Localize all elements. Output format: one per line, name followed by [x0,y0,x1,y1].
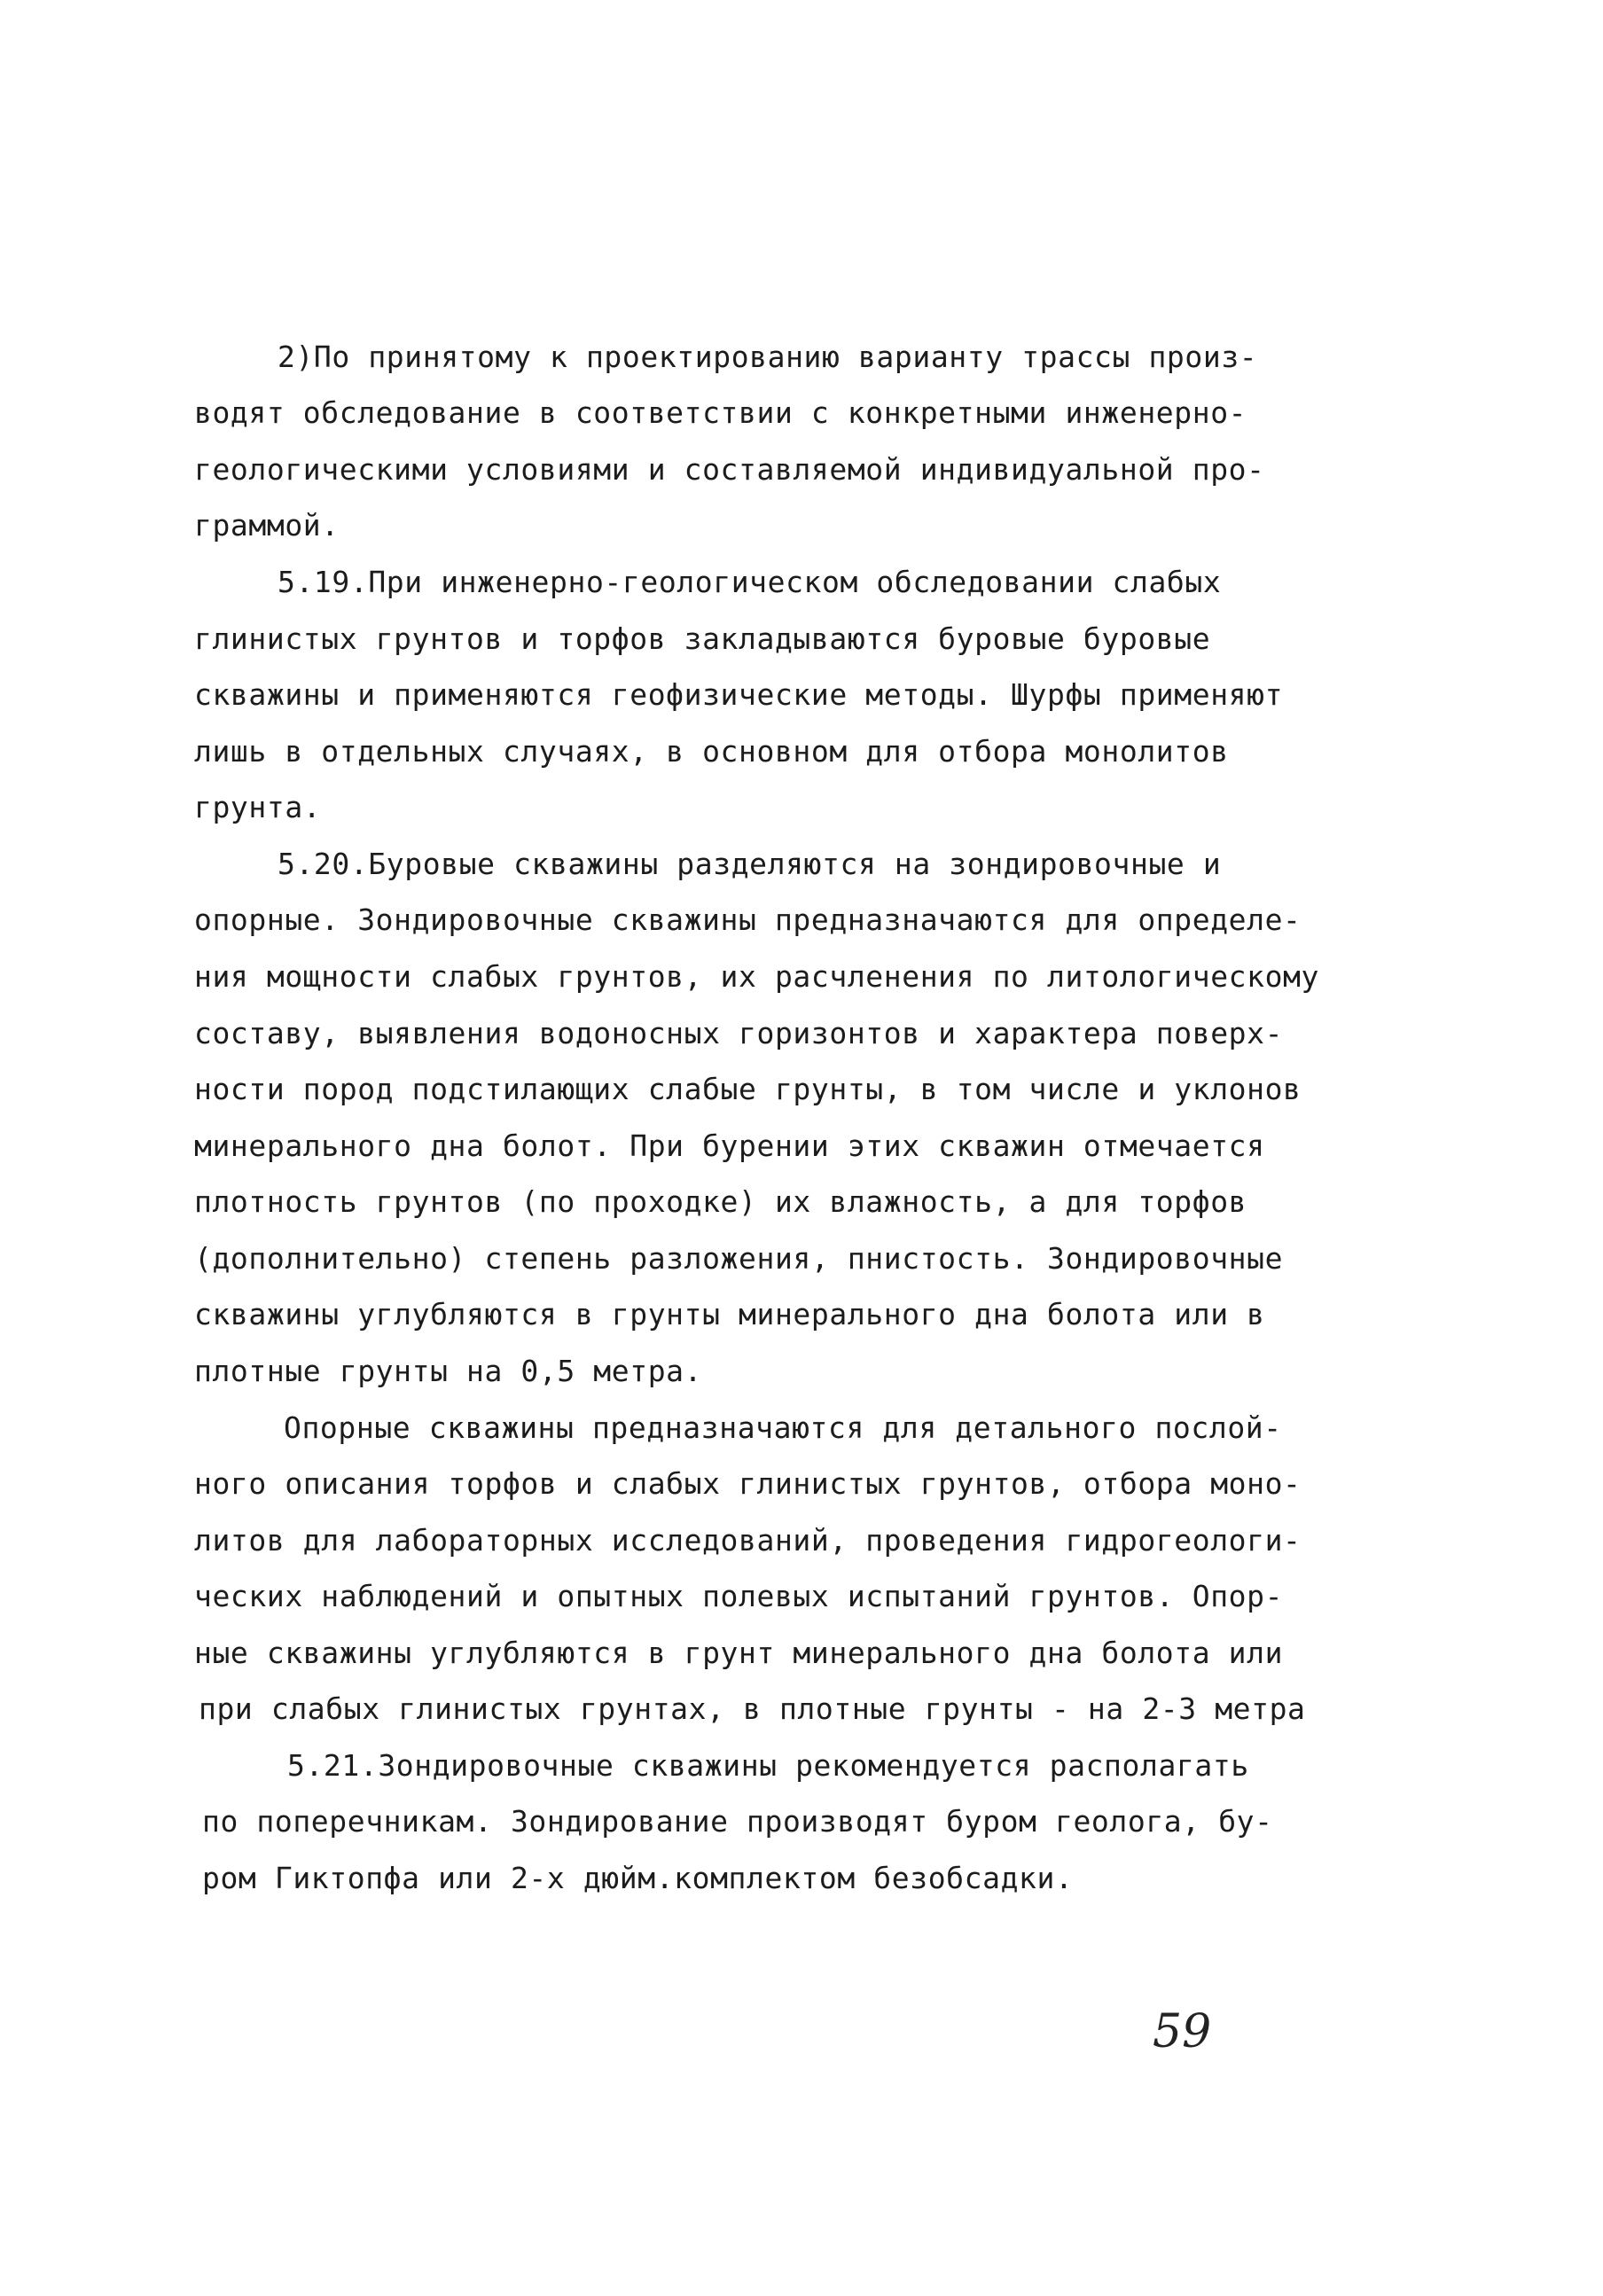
text-line: ния мощности слабых грунтов, их расчленения по литологическому [194,959,1319,994]
text-line: лишь в отдельных случаях, в основном для отбора монолитов [194,734,1229,769]
text-line: ром Гиктопфа или 2-х дюйм.комплектом безобсадки. [202,1861,1074,1895]
text-line: минерального дна болот. При бурении этих скважин отмечается [194,1128,1265,1163]
text-line: Опорные скважины предназначаются для детального послой- [284,1410,1282,1445]
text-line: ного описания торфов и слабых глинистых грунтов, отбора моно- [194,1466,1302,1501]
text-line: ные скважины углубляются в грунт минерального дна болота или [194,1636,1284,1670]
text-line: 5.19.При инженерно-геологическом обследовании слабых [278,565,1222,599]
page-number: 59 [1153,2005,1212,2058]
text-line: плотные грунты на 0,5 метра. [194,1354,703,1388]
text-line: 2)По принятому к проектированию варианту трассы произ- [278,340,1258,374]
text-line: по поперечникам. Зондирование производят буром геолога, бу- [202,1804,1273,1839]
text-line: 5.20.Буровые скважины разделяются на зондировочные и [278,847,1222,881]
text-line: составу, выявления водоносных горизонтов и характера поверх- [194,1016,1284,1050]
text-line: при слабых глинистых грунтах, в плотные грунты - на 2-3 метра [199,1691,1306,1726]
text-line: скважины углубляются в грунты минерального дна болота или в [194,1297,1265,1332]
text-line: опорные. Зондировочные скважины предназначаются для определе- [194,902,1302,937]
text-line: скважины и применяются геофизические методы. Шурфы применяют [194,677,1284,712]
text-line: (дополнительно) степень разложения, пнистость. Зондировочные [194,1241,1284,1276]
text-line: граммой. [194,508,340,543]
text-line: 5.21.Зондировочные скважины рекомендуется располагать [287,1748,1249,1783]
text-line: ности пород подстилающих слабые грунты, в том числе и уклонов [194,1072,1302,1106]
text-line: литов для лабораторных исследований, проведения гидрогеологи- [194,1523,1302,1558]
text-line: глинистых грунтов и торфов закладываются буровые буровые [194,621,1211,656]
text-line: водят обследование в соответствии с конкретными инженерно- [194,395,1247,430]
text-line: геологическими условиями и составляемой индивидуальной про- [194,452,1265,487]
text-line: ческих наблюдений и опытных полевых испытаний грунтов. Опор- [194,1579,1284,1613]
text-line: плотность грунтов (по проходке) их влажность, а для торфов [194,1184,1247,1219]
text-line: грунта. [194,790,322,824]
